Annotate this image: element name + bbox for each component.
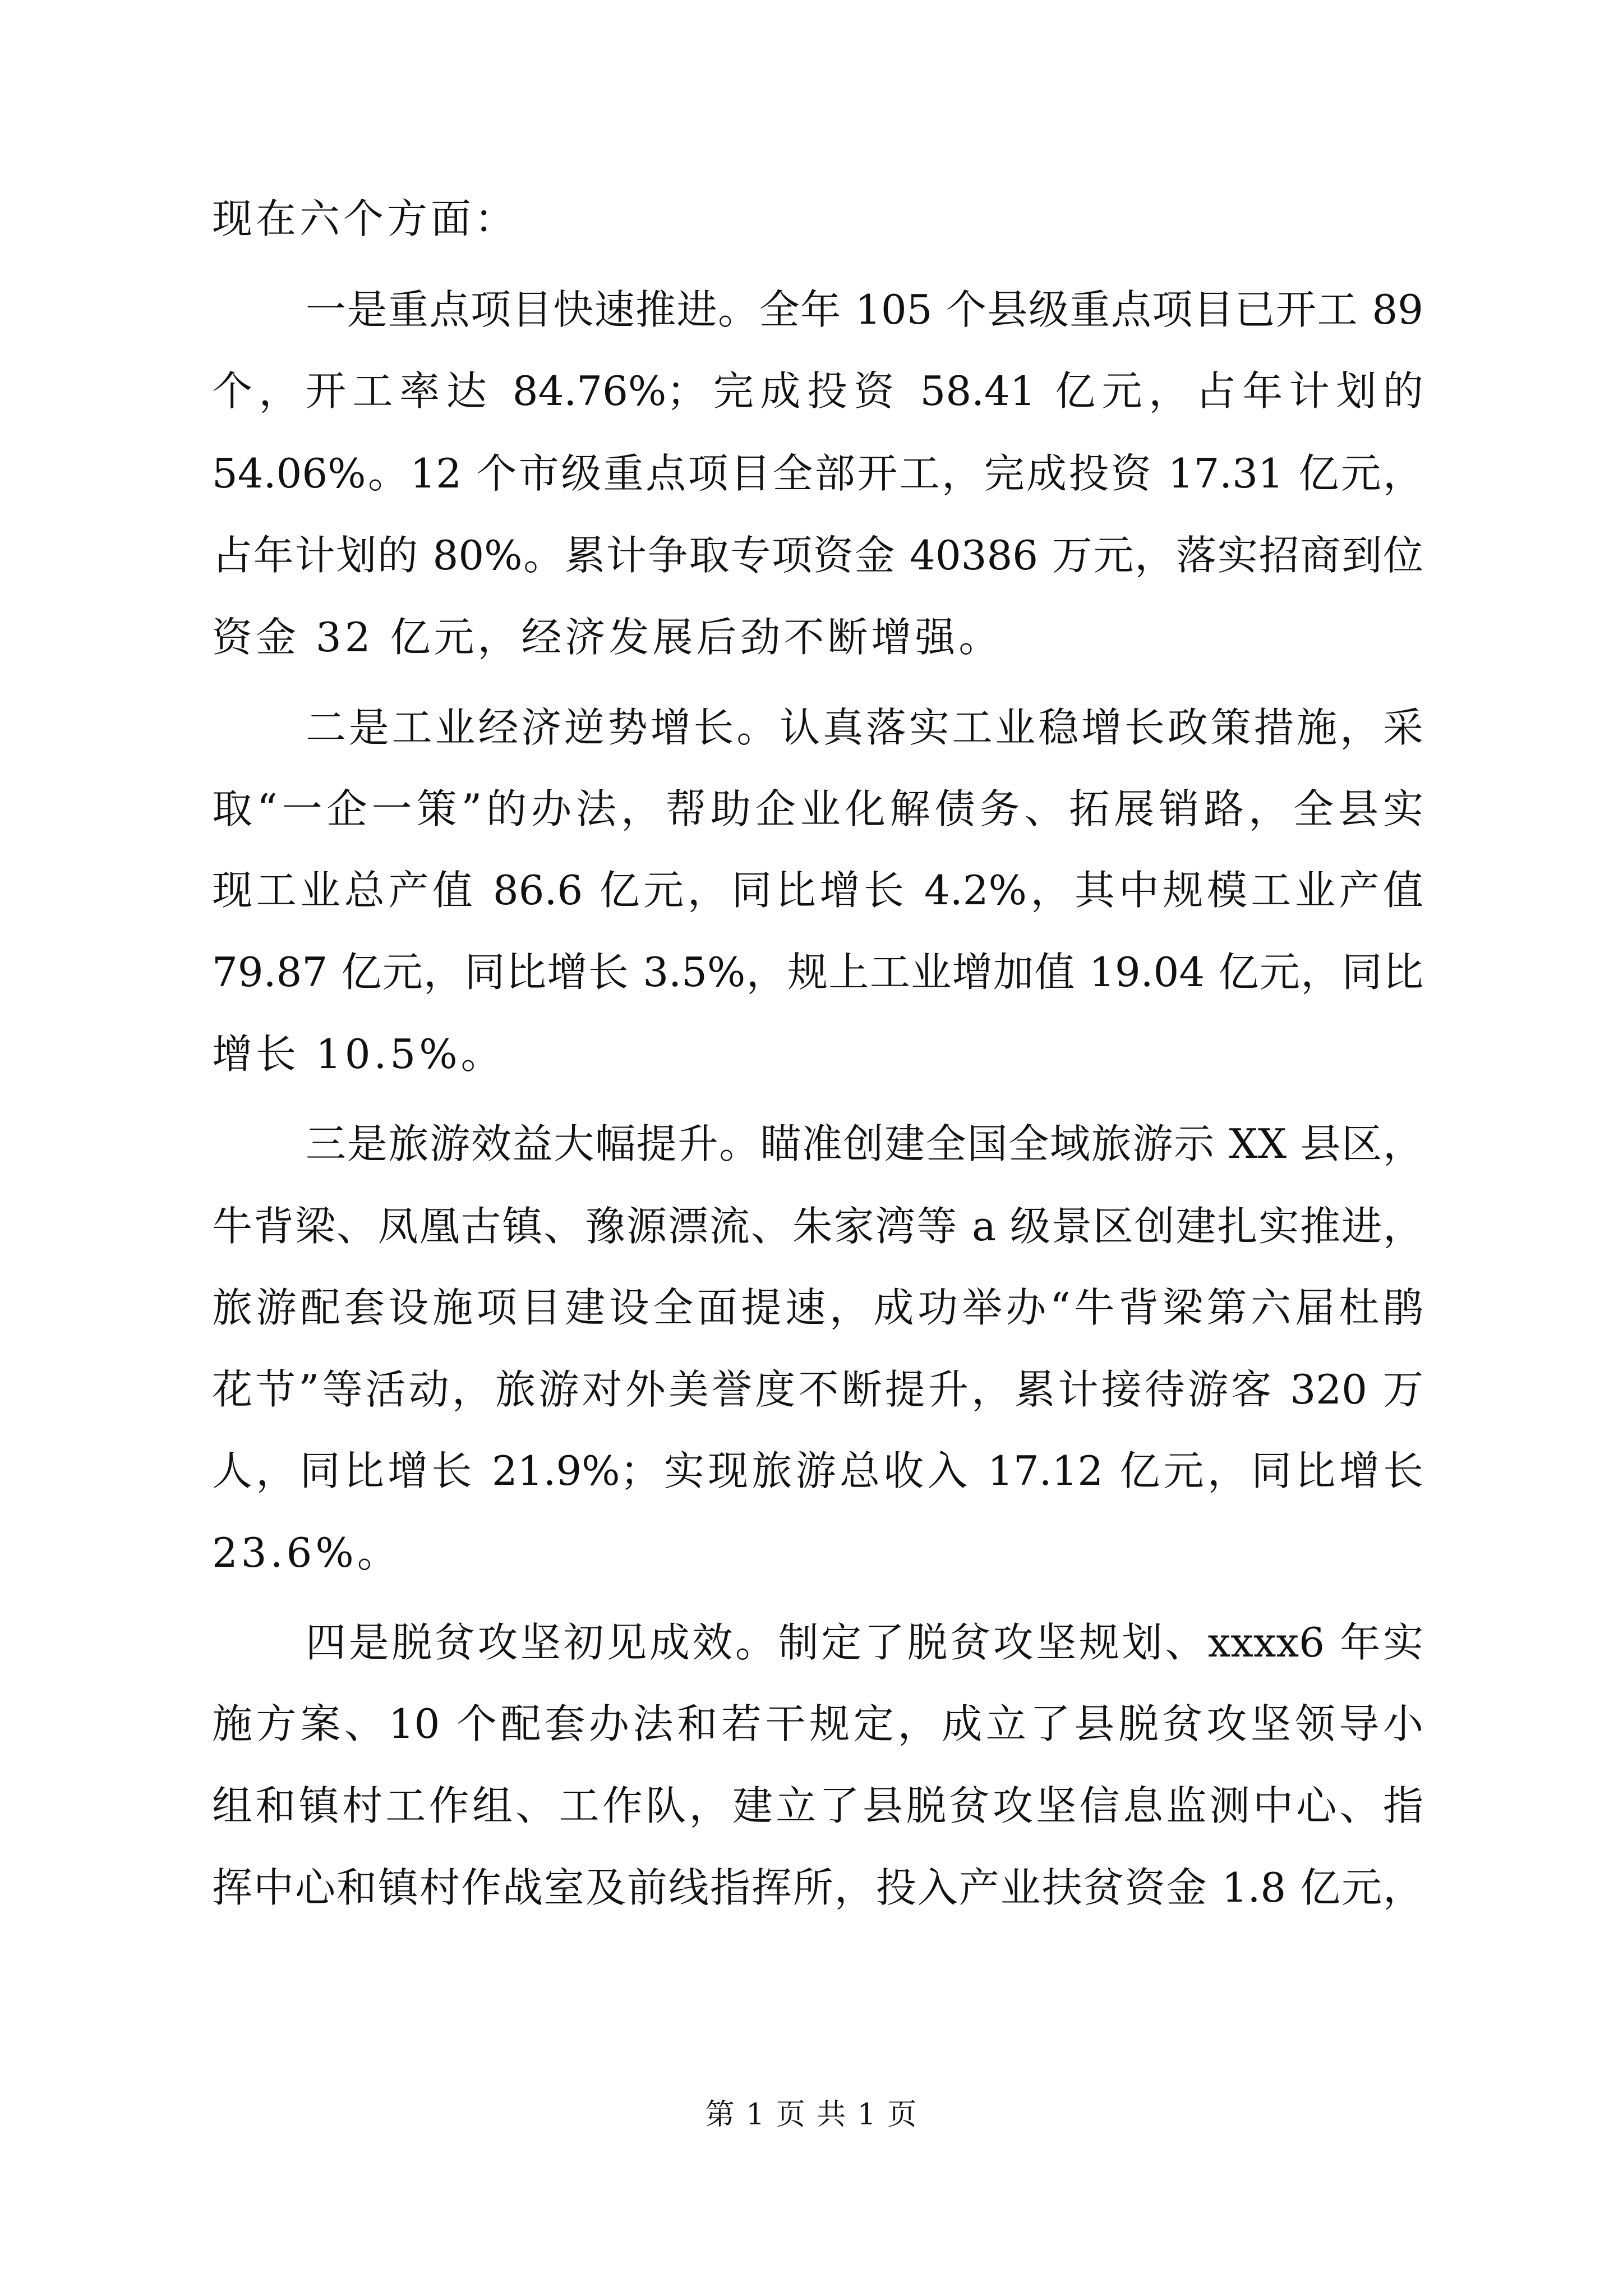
text-line: 54.06%。12 个市级重点项目全部开工，完成投资 17.31 亿元，	[212, 450, 1423, 497]
text-line: 旅游配套设施项目建设全面提速，成功举办“牛背梁第六届杜鹃	[212, 1284, 1423, 1331]
paragraph-2-first-line: 二是工业经济逆势增长。认真落实工业稳增长政策措施，采	[306, 704, 1423, 751]
text-line: 组和镇村工作组、工作队，建立了县脱贫攻坚信息监测中心、指	[212, 1782, 1423, 1829]
text-line: 取“一企一策”的办法，帮助企业化解债务、拓展销路，全县实	[212, 785, 1423, 832]
text-line: 人，同比增长 21.9%；实现旅游总收入 17.12 亿元，同比增长	[212, 1447, 1423, 1494]
text-line: 占年计划的 80%。累计争取专项资金 40386 万元，落实招商到位	[212, 532, 1423, 579]
text-line: 增长 10.5%。	[212, 1030, 505, 1078]
paragraph-3-first-line: 三是旅游效益大幅提升。瞄准创建全国全域旅游示 XX 县区，	[306, 1120, 1423, 1167]
paragraph-1-first-line: 一是重点项目快速推进。全年 105 个县级重点项目已开工 89	[306, 286, 1423, 333]
text-line: 个，开工率达 84.76%；完成投资 58.41 亿元，占年计划的	[212, 367, 1423, 415]
text-line: 现在六个方面：	[212, 195, 519, 242]
page-footer: 第 1 页 共 1 页	[705, 2098, 918, 2132]
text-line: 施方案、10 个配套办法和若干规定，成立了县脱贫攻坚领导小	[212, 1700, 1423, 1747]
text-line: 牛背梁、凤凰古镇、豫源漂流、朱家湾等 a 级景区创建扎实推进，	[212, 1203, 1423, 1250]
text-line: 挥中心和镇村作战室及前线指挥所，投入产业扶贫资金 1.8 亿元，	[212, 1864, 1423, 1911]
text-line: 23.6%。	[212, 1529, 401, 1576]
text-line: 现工业总产值 86.6 亿元，同比增长 4.2%，其中规模工业产值	[212, 867, 1423, 914]
text-line: 资金 32 亿元，经济发展后劲不断增强。	[212, 614, 1003, 661]
text-line: 花节”等活动，旅游对外美誉度不断提升，累计接待游客 320 万	[212, 1366, 1423, 1413]
text-line: 79.87 亿元，同比增长 3.5%，规上工业增加值 19.04 亿元，同比	[212, 949, 1423, 996]
paragraph-4-first-line: 四是脱贫攻坚初见成效。制定了脱贫攻坚规划、xxxx6 年实	[306, 1619, 1423, 1666]
